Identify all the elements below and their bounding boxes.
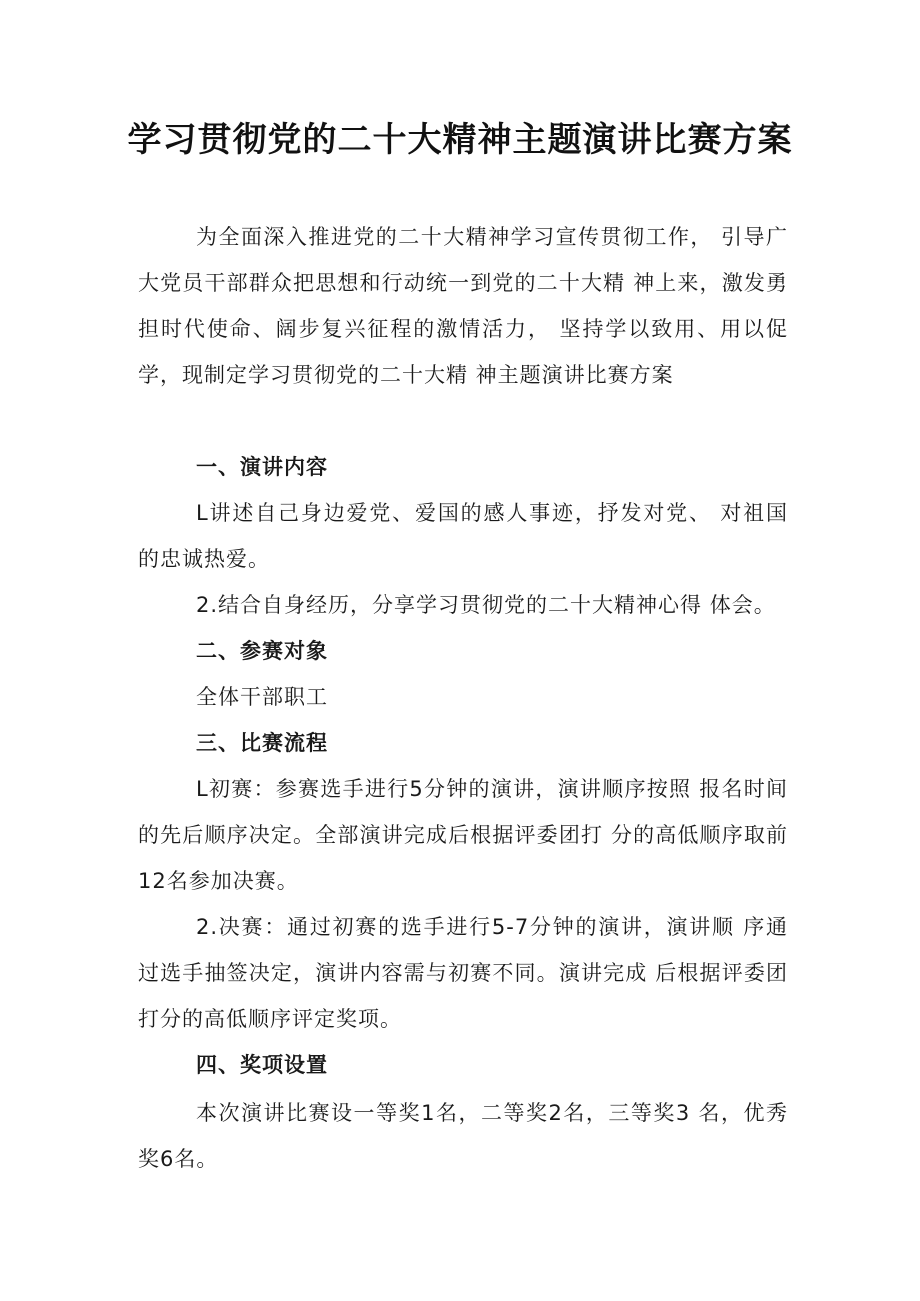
participants-text: 全体干部职工 bbox=[196, 685, 328, 709]
process-item-final: 2.决赛：通过初赛的选手进行5-7分钟的演讲，演讲顺 序通过选手抽签决定，演讲内容需与初赛不同。演讲完成 后根据评委团打分的高低顺序评定奖项。 bbox=[138, 915, 788, 1031]
process-item-preliminary: L初赛：参赛选手进行5分钟的演讲，演讲顺序按照 报名时间的先后顺序决定。全部演讲完成后根据评委团打 分的高低顺序取前12名参加决赛。 bbox=[138, 777, 788, 893]
section-heading-awards: 四、奖项设置 bbox=[196, 1053, 328, 1077]
section-heading-participants: 二、参赛对象 bbox=[196, 639, 328, 663]
content-item-2: 2.结合自身经历，分享学习贯彻党的二十大精神心得 体会。 bbox=[196, 593, 776, 617]
intro-paragraph: 为全面深入推进党的二十大精神学习宣传贯彻工作， 引导广大党员干部群众把思想和行动统一到党的二十大精 神上来，激发勇担时代使命、阔步复兴征程的激情活力， 坚持学以致用、用以促学，现制定学习贯彻党的二十大精 神主题演讲比赛方案 bbox=[138, 225, 788, 387]
section-heading-process: 三、比赛流程 bbox=[196, 731, 328, 755]
document-title: 学习贯彻党的二十大精神主题演讲比赛方案 bbox=[127, 120, 793, 160]
section-heading-content: 一、演讲内容 bbox=[196, 455, 328, 479]
content-item-1: L讲述自己身边爱党、爱国的感人事迹，抒发对党、 对祖国的忠诚热爱。 bbox=[138, 501, 788, 571]
awards-text: 本次演讲比赛设一等奖1名，二等奖2名，三等奖3 名，优秀奖6名。 bbox=[138, 1101, 788, 1171]
